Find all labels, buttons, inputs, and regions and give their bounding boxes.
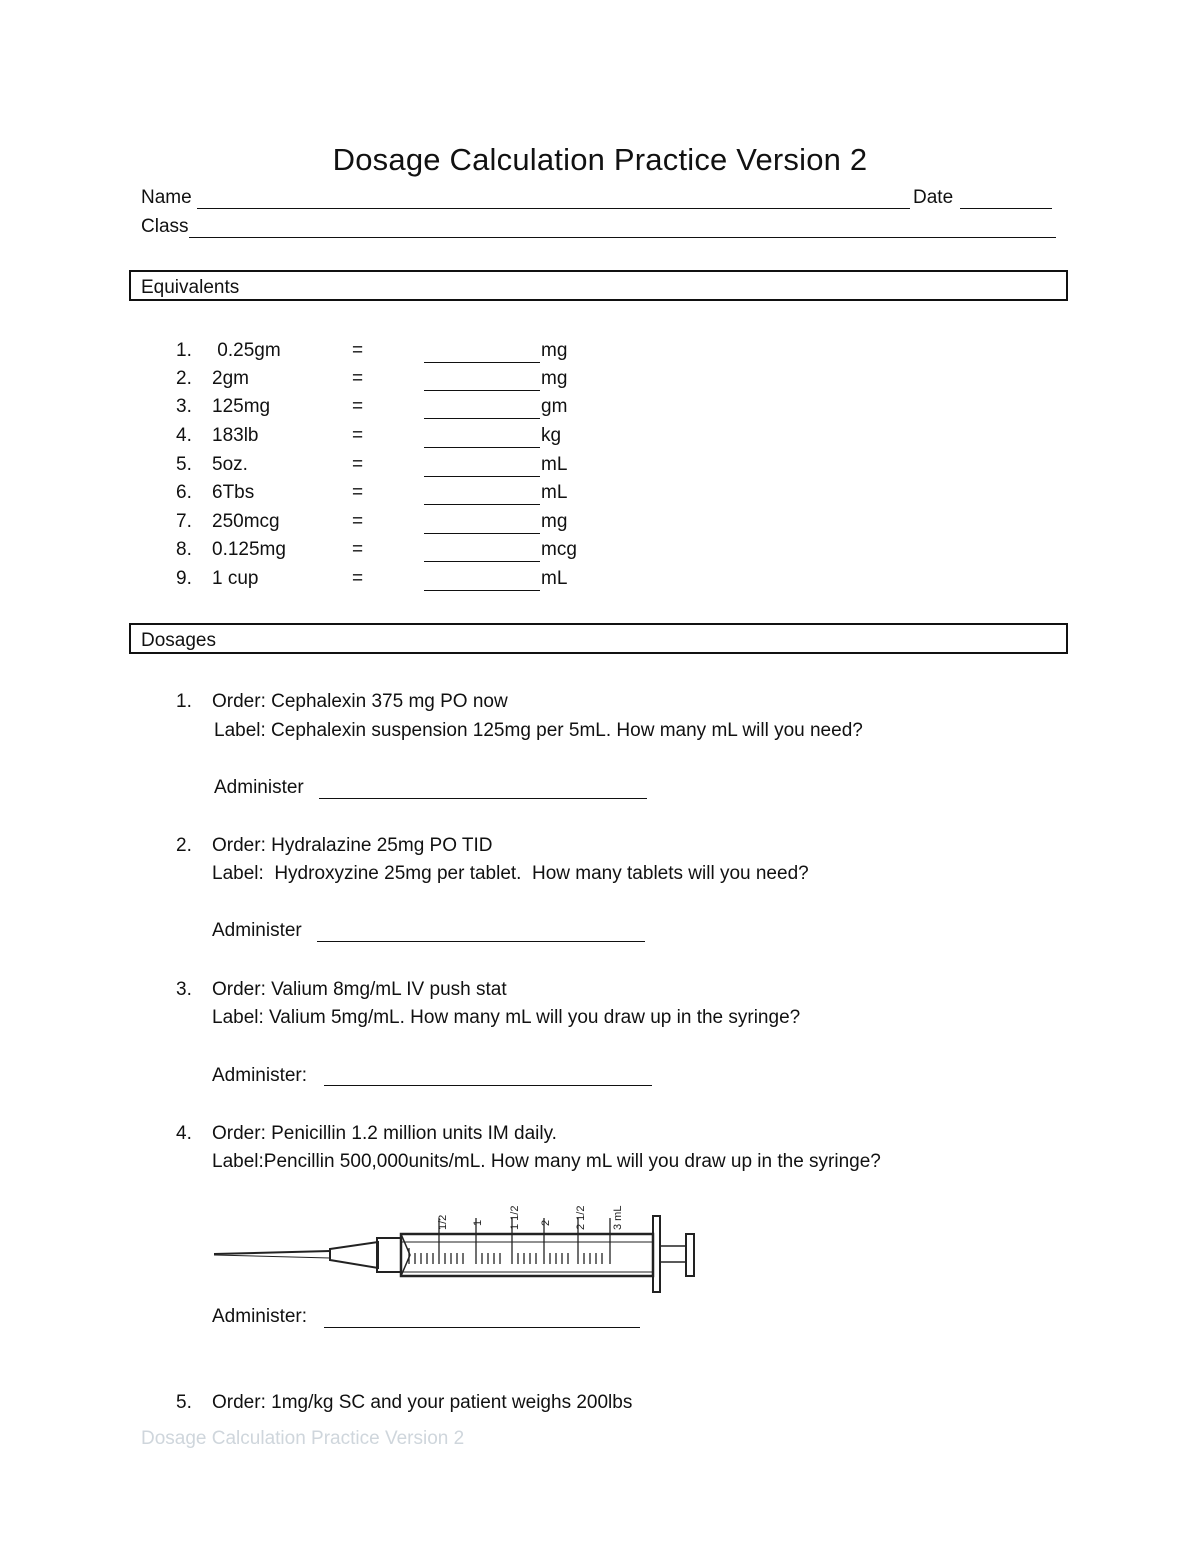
name-field[interactable] <box>197 208 910 209</box>
answer-blank[interactable] <box>424 561 540 562</box>
equivalent-unit: mcg <box>541 539 577 560</box>
answer-blank[interactable] <box>424 476 540 477</box>
equals-sign: = <box>352 568 364 589</box>
syringe-scale-label: 2 <box>540 1219 552 1226</box>
equivalent-unit: mg <box>541 368 568 389</box>
answer-blank[interactable] <box>424 390 540 391</box>
dosage-number: 4. <box>176 1123 192 1144</box>
name-label: Name <box>141 187 192 208</box>
syringe-scale-label: 1 <box>472 1219 484 1226</box>
dosage-label: Label: Hydroxyzine 25mg per tablet. How many tablets will you need? <box>212 863 809 884</box>
answer-blank[interactable] <box>424 447 540 448</box>
answer-blank[interactable] <box>424 418 540 419</box>
answer-blank[interactable] <box>424 504 540 505</box>
equivalent-number: 7. <box>176 511 192 532</box>
answer-blank[interactable] <box>424 533 540 534</box>
answer-blank[interactable] <box>424 590 540 591</box>
equivalents-heading: Equivalents <box>141 277 240 298</box>
equivalent-number: 3. <box>176 396 192 417</box>
equivalent-unit: mL <box>541 568 568 589</box>
equivalent-unit: mL <box>541 454 568 475</box>
administer-field[interactable] <box>324 1327 640 1328</box>
equivalent-quantity: 250mcg <box>212 511 280 532</box>
dosage-label: Label:Pencillin 500,000units/mL. How many mL will you draw up in the syringe? <box>212 1151 881 1172</box>
equivalent-number: 5. <box>176 454 192 475</box>
equivalent-quantity: 0.25gm <box>212 340 281 361</box>
equivalent-unit: mg <box>541 340 568 361</box>
dosage-number: 2. <box>176 835 192 856</box>
equivalent-row <box>0 368 1200 394</box>
equivalent-quantity: 125mg <box>212 396 271 417</box>
dosage-order: Order: Cephalexin 375 mg PO now <box>212 691 508 712</box>
equivalent-row <box>0 454 1200 480</box>
equals-sign: = <box>352 511 364 532</box>
syringe-scale-label: 3 mL <box>612 1205 624 1230</box>
syringe-icon <box>210 1200 710 1300</box>
dosage-number: 5. <box>176 1392 192 1413</box>
equivalent-row <box>0 482 1200 508</box>
equivalent-quantity: 183lb <box>212 425 259 446</box>
equals-sign: = <box>352 454 364 475</box>
equivalent-number: 6. <box>176 482 192 503</box>
dosage-order: Order: Valium 8mg/mL IV push stat <box>212 979 507 1000</box>
dosage-order: Order: Hydralazine 25mg PO TID <box>212 835 493 856</box>
equivalent-row <box>0 511 1200 537</box>
syringe-scale-label: 1/2 <box>437 1214 449 1230</box>
dosage-number: 1. <box>176 691 192 712</box>
date-field[interactable] <box>960 208 1052 209</box>
equivalent-quantity: 1 cup <box>212 568 259 589</box>
equivalent-row <box>0 396 1200 422</box>
equivalent-quantity: 2gm <box>212 368 249 389</box>
equivalent-number: 1. <box>176 340 192 361</box>
administer-field[interactable] <box>319 798 647 799</box>
equivalent-quantity: 0.125mg <box>212 539 286 560</box>
page-title: Dosage Calculation Practice Version 2 <box>332 142 868 177</box>
equivalent-unit: mL <box>541 482 568 503</box>
dosage-order: Order: Penicillin 1.2 million units IM daily. <box>212 1123 557 1144</box>
equivalents-section-box <box>129 270 1068 301</box>
equivalent-unit: gm <box>541 396 568 417</box>
equivalent-row <box>0 539 1200 565</box>
equals-sign: = <box>352 368 364 389</box>
syringe-scale-label: 2 1/2 <box>575 1205 587 1230</box>
dosage-order: Order: 1mg/kg SC and your patient weighs 200lbs <box>212 1392 633 1413</box>
equals-sign: = <box>352 425 364 446</box>
administer-field[interactable] <box>317 941 645 942</box>
class-label: Class <box>141 216 189 237</box>
equivalent-number: 4. <box>176 425 192 446</box>
equivalent-number: 8. <box>176 539 192 560</box>
equivalent-unit: mg <box>541 511 568 532</box>
equals-sign: = <box>352 539 364 560</box>
equivalent-number: 9. <box>176 568 192 589</box>
syringe-scale-label: 1 1/2 <box>509 1205 521 1230</box>
equivalent-row <box>0 340 1200 366</box>
equals-sign: = <box>352 396 364 417</box>
equivalent-row <box>0 425 1200 451</box>
administer-label: Administer <box>214 777 304 798</box>
administer-field[interactable] <box>324 1085 652 1086</box>
class-field[interactable] <box>189 237 1056 238</box>
administer-label: Administer <box>212 920 302 941</box>
equivalent-quantity: 5oz. <box>212 454 248 475</box>
equivalent-unit: kg <box>541 425 562 446</box>
equivalent-quantity: 6Tbs <box>212 482 255 503</box>
dosages-heading: Dosages <box>141 630 216 651</box>
equals-sign: = <box>352 482 364 503</box>
equals-sign: = <box>352 340 364 361</box>
page-footer: Dosage Calculation Practice Version 2 <box>141 1428 465 1449</box>
equivalent-row <box>0 568 1200 594</box>
dosage-number: 3. <box>176 979 192 1000</box>
administer-label: Administer: <box>212 1065 308 1086</box>
answer-blank[interactable] <box>424 362 540 363</box>
dosage-label: Label: Valium 5mg/mL. How many mL will you draw up in the syringe? <box>212 1007 801 1028</box>
administer-label: Administer: <box>212 1306 308 1327</box>
dosages-section-box <box>129 623 1068 654</box>
equivalent-number: 2. <box>176 368 192 389</box>
date-label: Date <box>913 187 954 208</box>
dosage-label: Label: Cephalexin suspension 125mg per 5mL. How many mL will you need? <box>214 720 863 741</box>
